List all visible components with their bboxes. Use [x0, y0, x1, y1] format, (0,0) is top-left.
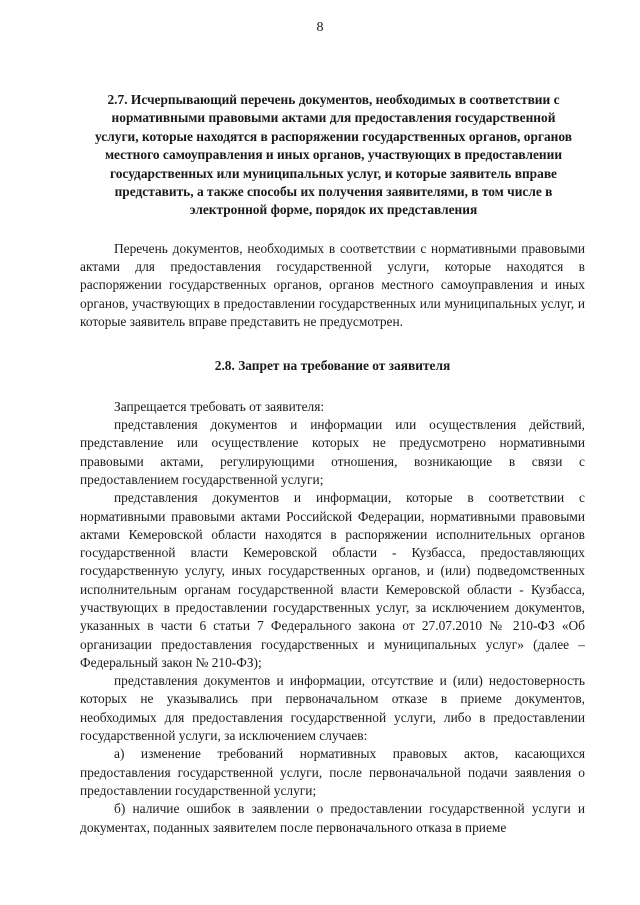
- spacer: [80, 331, 585, 357]
- page-content: [80, 91, 585, 837]
- page-number: 8: [316, 20, 324, 35]
- spacer: [80, 376, 585, 398]
- spacer: [80, 220, 585, 240]
- section-2-8-heading: 2.8. Запрет на требование от заявителя: [214, 358, 451, 374]
- section-2-8-item: представления документов и информации, отсутствие и (или) недостоверность которых не указывались при первоначальном отказе в приеме документов, необходимых для предоставления государственной услуги, либо в предоставлении государственной услуги, за исключением случаев:: [80, 673, 585, 744]
- section-2-8-intro: Запрещается требовать от заявителя:: [114, 398, 325, 414]
- section-2-7-heading: 2.7. Исчерпывающий перечень документов, необходимых в соответствии с нормативными правовыми актами для предоставления государственной услуги, которые находятся в распоряжении государственных органов, органов местного самоуправления и иных органов, участвующих в предоставлении государственных или муниципальных услуг, и которые заявитель вправе представить, а также способы их получения заявителями, в том числе в электронной форме, порядок их представления: [95, 92, 572, 218]
- section-2-8-item: представления документов и информации или осуществления действий, представление или осуществление которых не предусмотрено нормативными правовыми актами, регулирующими отношения, возникающие в связи с предоставлением государственной услуги;: [80, 417, 585, 487]
- section-2-8-subitem-b: б) наличие ошибок в заявлении о предоставлении государственной услуги и документах, поданных заявителем после первоначального отказа в приеме: [80, 801, 585, 835]
- section-2-8-item: представления документов и информации, которые в соответствии с нормативными правовыми актами Российской Федерации, нормативными правовыми актами Кемеровской области находятся в распоряжении исполнительных органов государственной власти Кемеровской области - Кузбасса, предоставляющих государственную услугу, иных государственных органов, и (или) подведомственных исполнительным органам государственной власти Кемеровской области - Кузбасса, участвующих в предоставлении государственных услуг, за исключением документов, указанных в части 6 статьи 7 Федерального закона от 27.07.2010 № 210-ФЗ «Об организации предоставления государственных и муниципальных услуг» (далее – Федеральный закон № 210-ФЗ);: [80, 490, 585, 670]
- section-2-7-paragraph: Перечень документов, необходимых в соответствии с нормативными правовыми актами для предоставления государственной услуги, которые находятся в распоряжении государственных органов, органов местного самоуправления и иных органов, участвующих в предоставлении государственных или муниципальных услуг, и которые заявитель вправе представить не предусмотрен.: [80, 240, 585, 330]
- section-2-8-subitem-a: а) изменение требований нормативных правовых актов, касающихся предоставления государственной услуги, после первоначальной подачи заявления о предоставлении государственной услуги;: [80, 746, 585, 798]
